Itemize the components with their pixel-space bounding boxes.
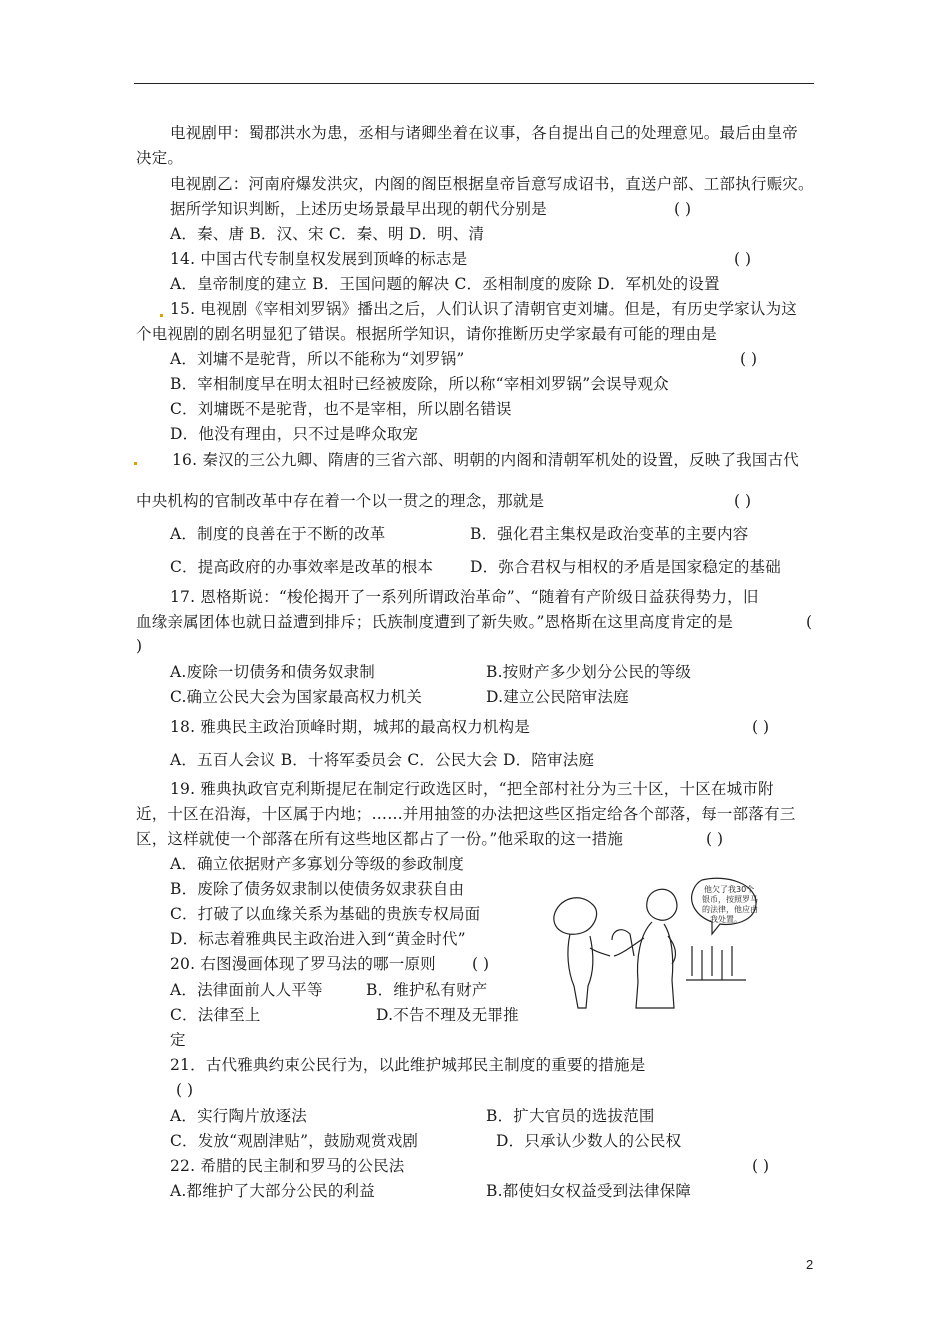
q20-option-d: D.不告不理及无罪推 [376, 1006, 519, 1024]
header-rule [134, 83, 814, 84]
speech-line-1: 他欠了我30个 [704, 885, 755, 894]
q22-stem: 22. 希腊的民主制和罗马的公民法 [170, 1157, 405, 1175]
q13-stem: 据所学知识判断，上述历史场景最早出现的朝代分别是 [170, 200, 547, 218]
q15-option-a: A．刘墉不是驼背，所以不能称为“刘罗锅” [170, 350, 465, 368]
q19-option-a: A．确立依据财产多寡划分等级的参政制度 [170, 855, 464, 873]
background-pillars [692, 946, 732, 980]
q20-option-b: B．维护私有财产 [366, 981, 488, 999]
q16-option-b: B．强化君主集权是政治变革的主要内容 [470, 525, 749, 543]
q17-stem-cont: 血缘亲属团体也就日益遭到排斥；氏族制度遭到了新失败。”恩格斯在这里高度肯定的是 [136, 613, 733, 631]
q19-stem-cont2: 区，这样就使一个部落在所有这些地区都占了一份。”他采取的这一措施 [136, 830, 624, 848]
q16-option-c: C．提高政府的办事效率是改革的根本 [170, 558, 434, 576]
q18-answer-blank: ( ) [752, 718, 770, 736]
q17-option-b: B.按财产多少划分公民的等级 [486, 663, 692, 681]
q19-stem-cont1: 近，十区在沿海，十区属于内地；……并用抽签的办法把这些区指定给各个部落，每一部落有三 [136, 805, 796, 823]
debtor-body [568, 934, 593, 1008]
q17-answer-blank-open: ( [806, 613, 813, 631]
q21-answer-blank: ( ) [176, 1081, 194, 1099]
q20-option-a: A．法律面前人人平等 [170, 981, 323, 999]
page-number: 2 [806, 1257, 814, 1272]
q16-option-d: D．弥合君权与相权的矛盾是国家稳定的基础 [470, 558, 781, 576]
speech-line-4: 我处置。 [710, 915, 742, 924]
q13-scene-a-cont: 决定。 [136, 149, 184, 167]
creditor-head [647, 889, 677, 920]
q16-stem-cont: 中央机构的官制改革中存在着一个以一贯之的理念，那就是 [136, 492, 545, 510]
q21-stem: 21．古代雅典约束公民行为，以此维护城邦民主制度的重要的措施是 [170, 1056, 646, 1074]
q17-option-d: D.建立公民陪审法庭 [486, 688, 629, 706]
q21-option-a: A．实行陶片放逐法 [170, 1107, 307, 1125]
q13-options: A．秦、唐 B．汉、宋 C．秦、明 D．明、清 [170, 225, 485, 243]
q20-option-d-cont: 定 [170, 1031, 186, 1049]
q18-stem: 18. 雅典民主政治顶峰时期，城邦的最高权力机构是 [170, 718, 531, 736]
speech-line-3: 的法律，他应由 [702, 905, 758, 914]
q17-option-a: A.废除一切债务和债务奴隶制 [170, 663, 375, 681]
mark-dot [160, 314, 163, 317]
roman-law-cartoon [552, 876, 762, 1016]
q14-options: A．皇帝制度的建立 B．王国问题的解决 C．丞相制度的废除 D．军机处的设置 [170, 275, 720, 293]
q17-answer-blank-close: ) [136, 637, 143, 655]
q19-stem: 19. 雅典执政官克利斯提尼在制定行政选区时，“把全部村社分为三十区，十区在城市附 [170, 780, 774, 798]
q20-stem: 20. 右图漫画体现了罗马法的哪一原则 [170, 955, 436, 973]
q17-stem: 17. 恩格斯说：“梭伦揭开了一系列所谓政治革命”、“随着有产阶级日益获得势力，旧 [170, 588, 759, 606]
q19-option-b: B．废除了债务奴隶制以使债务奴隶获自由 [170, 880, 465, 898]
q15-stem: 15. 电视剧《宰相刘罗锅》播出之后，人们认识了清朝官吏刘墉。但是，有历史学家认为这 [170, 300, 797, 318]
q21-option-b: B．扩大官员的选拔范围 [486, 1107, 655, 1125]
q16-option-a: A．制度的良善在于不断的改革 [170, 525, 386, 543]
q17-option-c: C.确立公民大会为国家最高权力机关 [170, 688, 423, 706]
q19-option-c: C．打破了以血缘关系为基础的贵族专权局面 [170, 905, 481, 923]
q21-option-d: D．只承认少数人的公民权 [496, 1132, 682, 1150]
q15-option-b: B．宰相制度早在明太祖时已经被废除，所以称“宰相刘罗锅”会误导观众 [170, 375, 669, 393]
q18-options: A．五百人会议 B．十将军委员会 C．公民大会 D．陪审法庭 [170, 751, 595, 769]
q22-option-a: A.都维护了大部分公民的利益 [170, 1182, 375, 1200]
q15-answer-blank: ( ) [740, 350, 758, 368]
q16-stem: 16. 秦汉的三公九卿、隋唐的三省六部、明朝的内阁和清朝军机处的设置，反映了我国古代 [172, 451, 799, 469]
creditor-body [636, 922, 674, 1008]
q14-answer-blank: ( ) [734, 250, 752, 268]
q15-stem-cont: 个电视剧的剧名明显犯了错误。根据所学知识，请你推断历史学家最有可能的理由是 [136, 325, 717, 343]
q16-answer-blank: ( ) [734, 492, 752, 510]
q15-option-c: C．刘墉既不是驼背，也不是宰相，所以剧名错误 [170, 400, 512, 418]
q19-option-d: D．标志着雅典民主政治进入到“黄金时代” [170, 930, 466, 948]
q20-answer-blank: ( ) [472, 955, 490, 973]
q20-option-c: C．法律至上 [170, 1006, 261, 1024]
q15-option-d: D．他没有理由，只不过是哗众取宠 [170, 425, 419, 443]
q13-answer-blank: ( ) [674, 200, 692, 218]
speech-line-2: 银币，按照罗马 [702, 895, 758, 904]
q22-option-b: B.都使妇女权益受到法律保障 [486, 1182, 692, 1200]
q14-stem: 14. 中国古代专制皇权发展到顶峰的标志是 [170, 250, 468, 268]
mark-dot [134, 462, 137, 465]
q21-option-c: C．发放“观剧津贴”，鼓励观赏戏剧 [170, 1132, 419, 1150]
q22-answer-blank: ( ) [752, 1157, 770, 1175]
q13-scene-a: 电视剧甲：蜀郡洪水为患，丞相与诸卿坐着在议事，各自提出自己的处理意见。最后由皇帝 [170, 124, 799, 142]
debtor-head [554, 898, 597, 935]
q13-scene-b: 电视剧乙：河南府爆发洪灾，内阁的阁臣根据皇帝旨意写成诏书，直送户部、工部执行赈灾。 [170, 175, 814, 193]
q19-answer-blank: ( ) [706, 830, 724, 848]
